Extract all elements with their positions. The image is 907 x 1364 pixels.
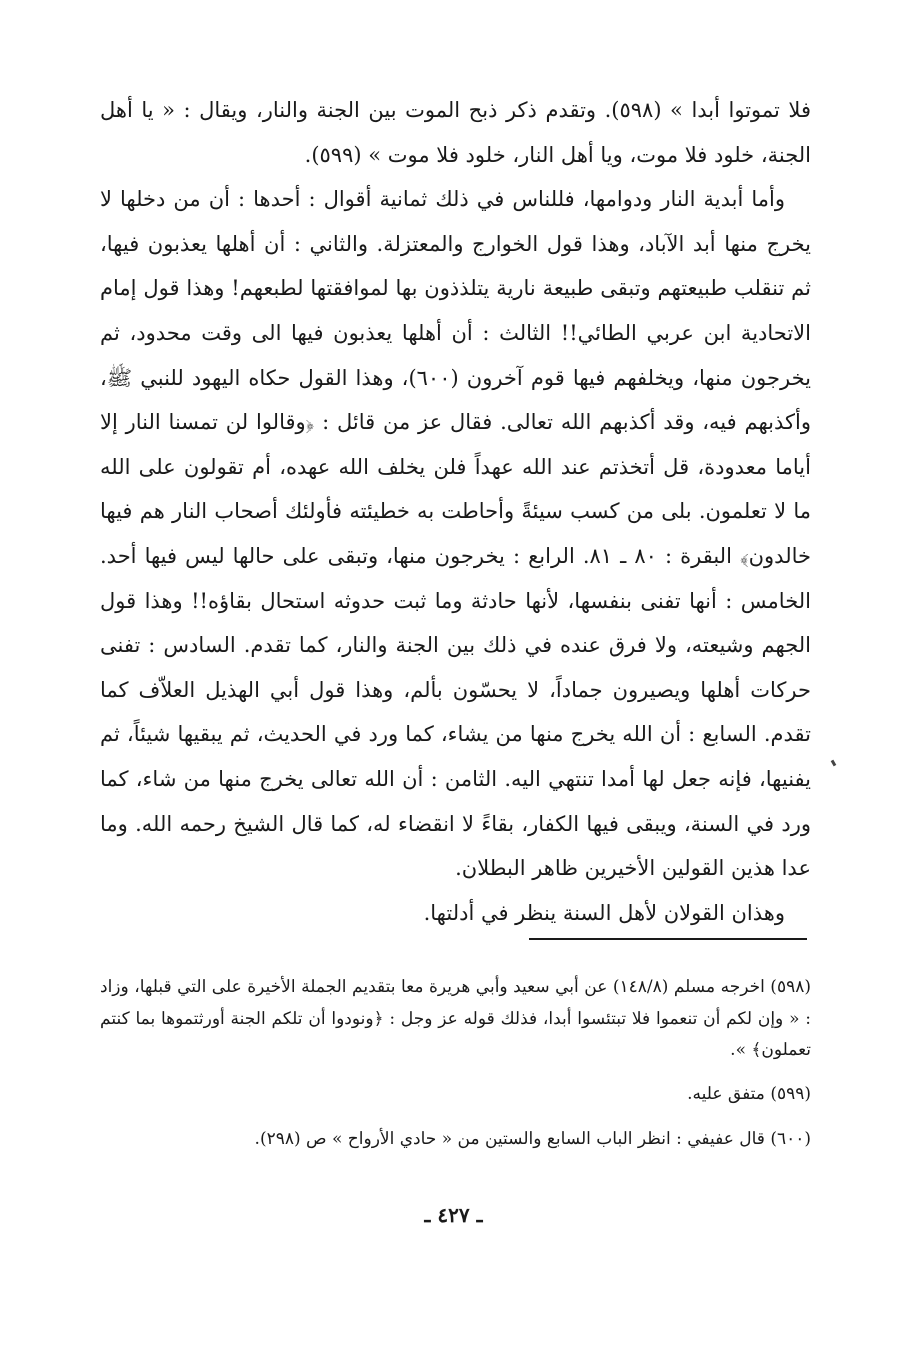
footnote-600: (٦٠٠) قال عفيفي : انظر الباب السابع والستين من « حادي الأرواح » ص (٢٩٨). (254, 1129, 811, 1149)
footnote-598: (٥٩٨) اخرجه مسلم (١٤٨/٨) عن أبي سعيد وأبي هريرة معا بتقديم الجملة الأخيرة على التي قبلها، وزاد : « وإن لكم أن تنعموا فلا تبتئسوا أبدا، فذلك قوله عز وجل : ﴿ونودوا أن تلكم الجنة أورثتموها بما كنتم تعملون﴾ ». (100, 977, 811, 1060)
stray-mark (831, 760, 837, 767)
footnote-599: (٥٩٩) متفق عليه. (687, 1083, 811, 1104)
footnote-divider (529, 938, 807, 940)
page-number: ـ ٤٢٧ ـ (424, 1203, 483, 1227)
footnotes (100, 972, 811, 1156)
paragraph-3: وهذان القولان لأهل السنة ينظر في أدلتها. (423, 900, 785, 925)
main-text (100, 88, 811, 935)
paragraph-2: وأما أبدية النار ودوامها، فللناس في ذلك ثمانية أقوال : أحدها : أن من دخلها لا يخرج منها أبد الآباد، وهذا قول الخوارج والمعتزلة. والثاني : أن أهلها يعذبون فيها، ثم تنقلب طبيعتهم وتبقى طبيعة نارية يتلذذون بها لموافقتها لطبعهم! وهذا قول إمام الاتحادية ابن عربي الطائي!! الثالث : أن أهلها يعذبون فيها الى وقت محدود، ثم يخرجون منها، ويخلفهم فيها قوم آخرون (٦٠٠)، وهذا القول حكاه اليهود للنبي ﷺ، وأكذبهم فيه، وقد أكذبهم الله تعالى. فقال عز من قائل : ﴿وقالوا لن تمسنا النار إلا أياما معدودة، قل أتخذتم عند الله عهداً فلن يخلف الله عهده، أم تقولون على الله ما لا تعلمون. بلى من كسب سيئةً وأحاطت به خطيئته فأولئك أصحاب النار هم فيها خالدون﴾ البقرة : ٨٠ ـ ٨١. الرابع : يخرجون منها، وتبقى على حالها ليس فيها أحد. الخامس : أنها تفنى بنفسها، لأنها حادثة وما ثبت حدوثه استحال بقاؤه!! وهذا قول الجهم وشيعته، ولا فرق عنده في ذلك بين الجنة والنار، كما تقدم. السادس : تفنى حركات أهلها ويصيرون جماداً، لا يحسّون بألم، وهذا قول أبي الهذيل العلاّف كما تقدم. السابع : أن الله يخرج منها من يشاء، كما ورد في الحديث، ثم يبقيها شيئاً، ثم يفنيها، فإنه جعل لها أمدا تنتهي اليه. الثامن : أن الله تعالى يخرج منها من شاء، كما ورد في السنة، ويبقى فيها الكفار، بقاءً لا انقضاء له، كما قال الشيخ رحمه الله. وما عدا هذين القولين الأخيرين ظاهر البطلان. (100, 187, 811, 881)
paragraph-1: فلا تموتوا أبدا » (٥٩٨). وتقدم ذكر ذبح الموت بين الجنة والنار، ويقال : « يا أهل الجنة، خلود فلا موت، ويا أهل النار، خلود فلا موت » (٥٩٩). (100, 98, 811, 167)
